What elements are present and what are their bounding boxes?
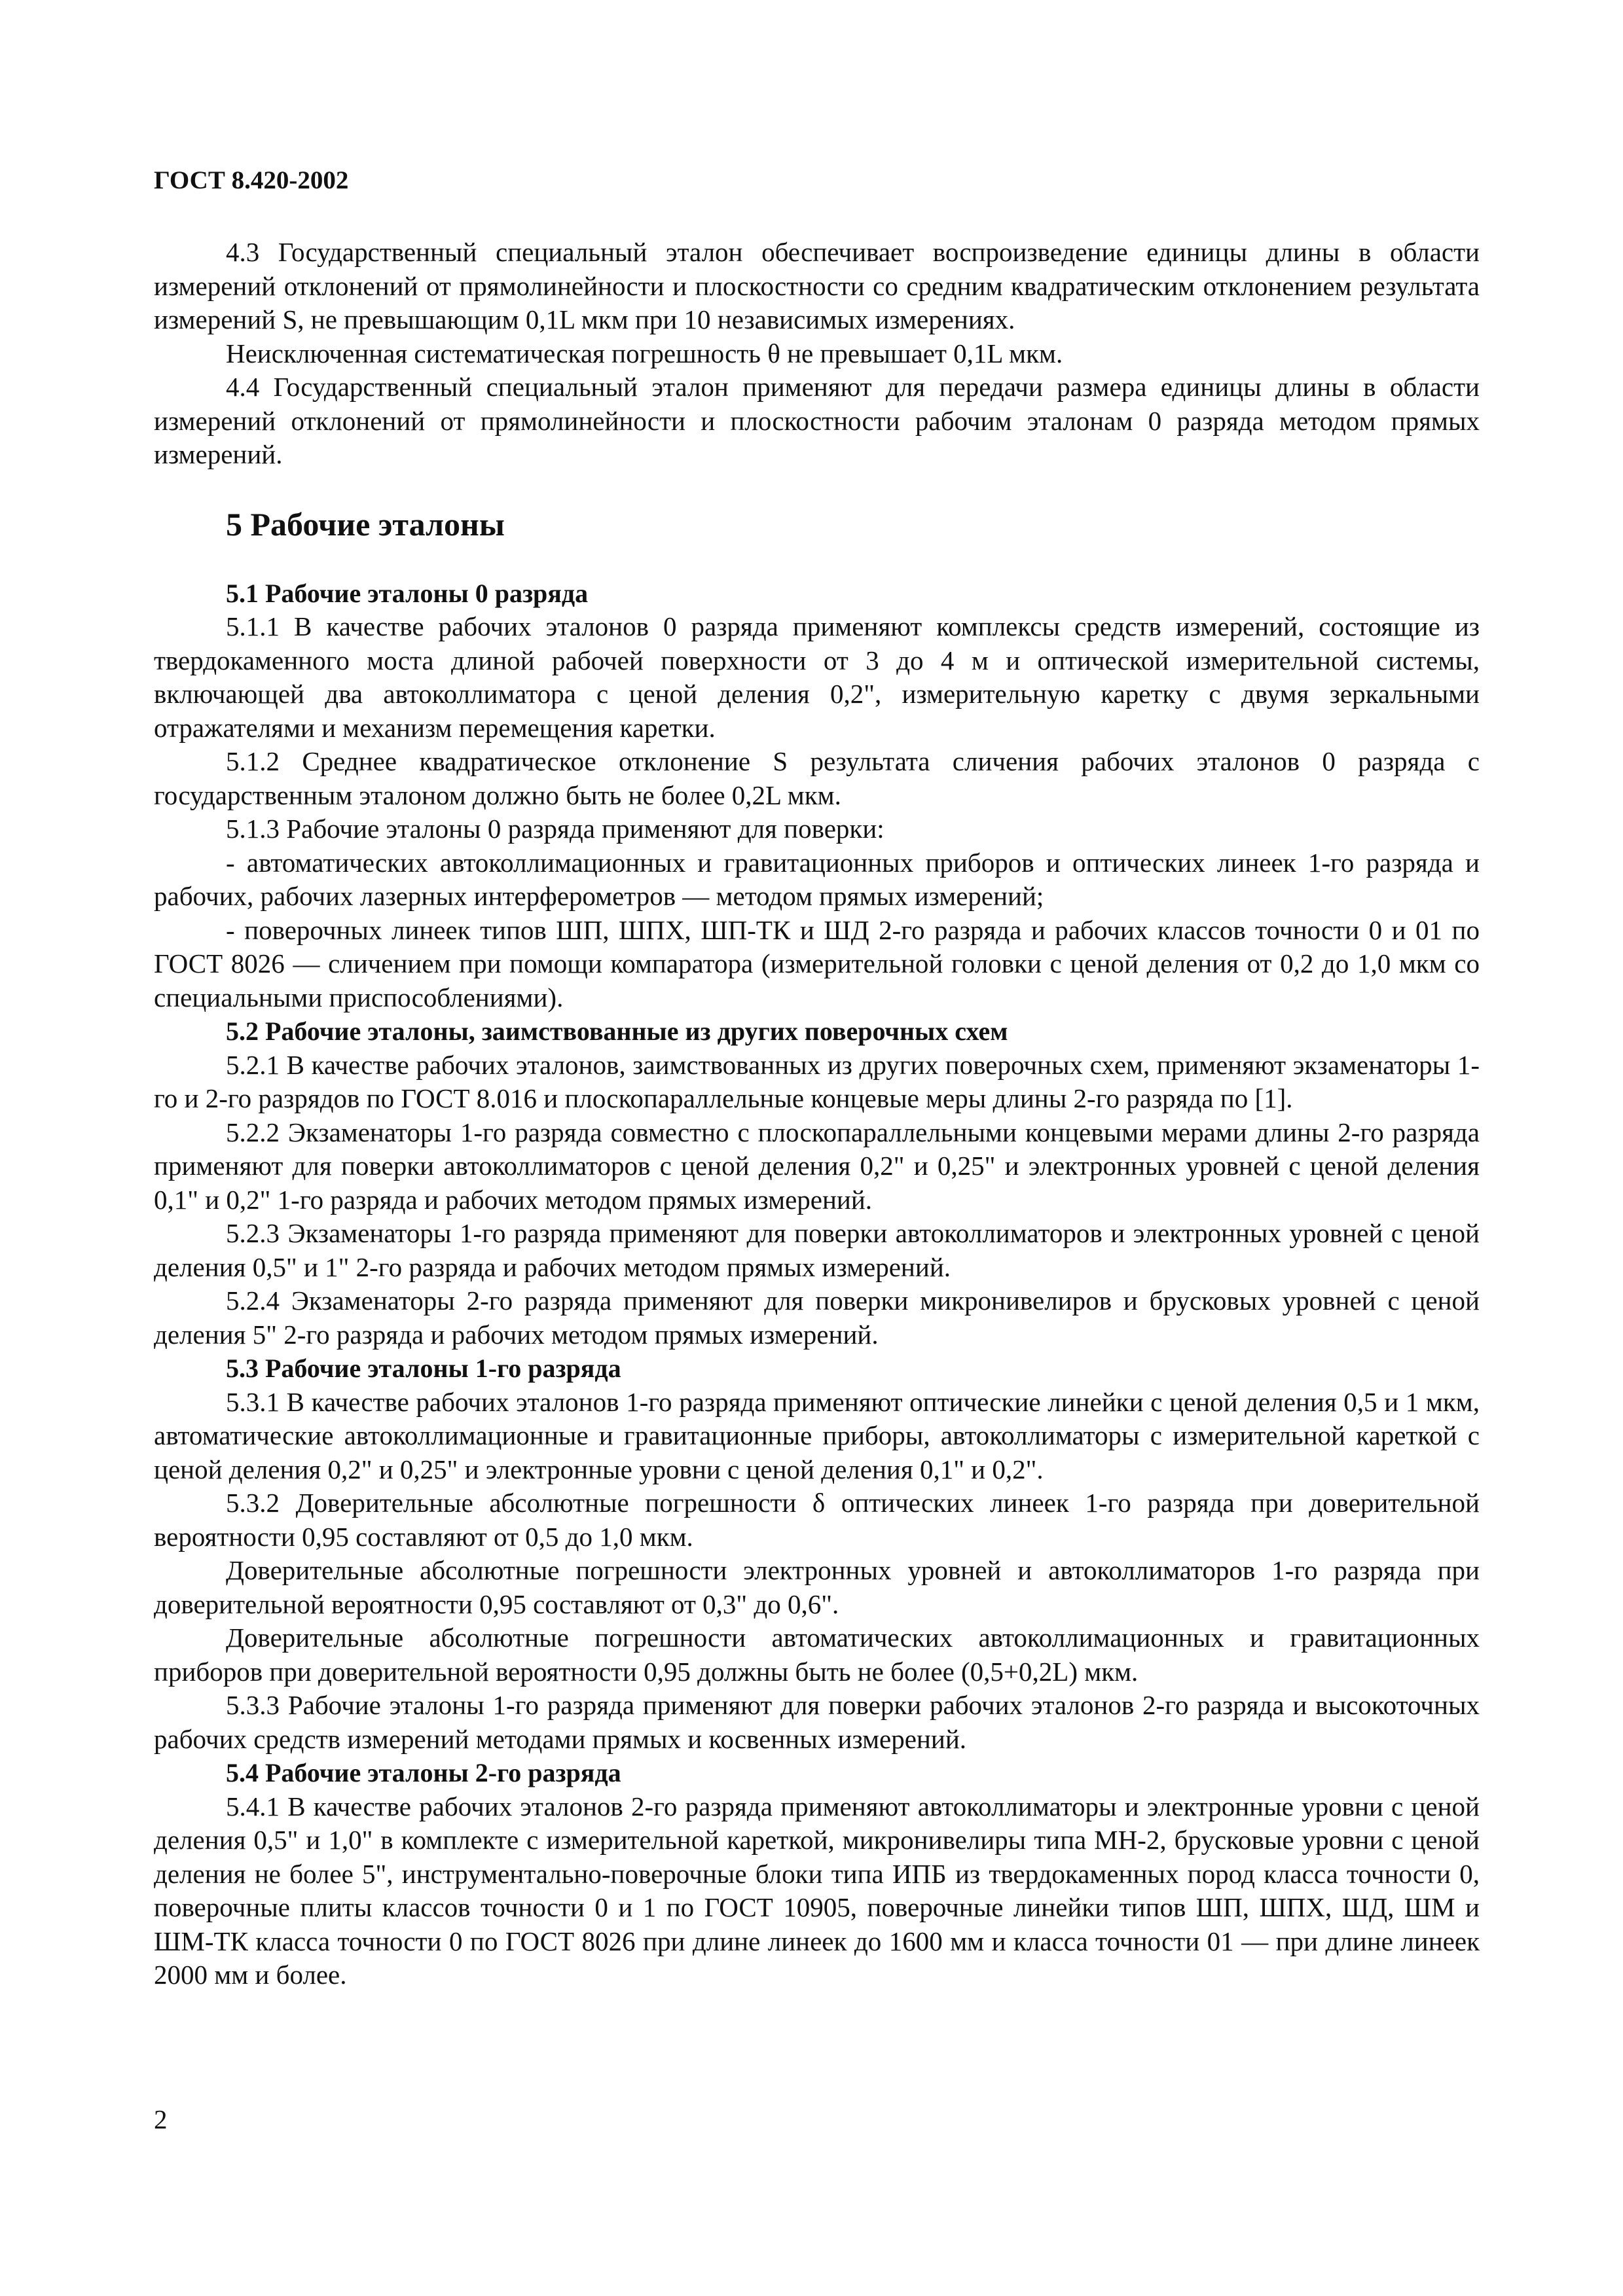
paragraph-5-1-1: 5.1.1 В качестве рабочих эталонов 0 разряда применяют комплексы средств измерений, состоящие из твердокаменного моста длиной рабочей поверхности от 3 до 4 м и оптической измерительной системы, включающей два автоколлиматора с ценой деления 0,2", измерительную каретку с двумя зеркальными отражателями и механизм перемещения каретки.: [154, 611, 1480, 743]
paragraph-5-3-2-devices: Доверительные абсолютные погрешности автоматических автоколлимационных и гравитационных приборов при доверительной вероятности 0,95 должны быть не более (0,5+0,2L) мкм.: [154, 1623, 1480, 1687]
subsection-title-5-1: 5.1 Рабочие эталоны 0 разряда: [226, 578, 589, 608]
paragraph-4-3: 4.3 Государственный специальный эталон обеспечивает воспроизведение единицы длины в области измерений отклонений от прямолинейности и плоскостности со средним квадратическим отклонением результата измерений S, не превышающим 0,1L мкм при 10 независимых измерениях.: [154, 237, 1480, 334]
paragraph-5-3-2: 5.3.2 Доверительные абсолютные погрешности δ оптических линеек 1-го разряда при доверительной вероятности 0,95 составляют от 0,5 до 1,0 мкм.: [154, 1488, 1480, 1552]
paragraph-5-3-3: 5.3.3 Рабочие эталоны 1-го разряда применяют для поверки рабочих эталонов 2-го разряда и высокоточных рабочих средств измерений методами прямых и косвенных измерений.: [154, 1690, 1480, 1754]
paragraph-5-3-2-levels: Доверительные абсолютные погрешности электронных уровней и автоколлиматоров 1-го разряда при доверительной вероятности 0,95 составляют от 0,3" до 0,6".: [154, 1555, 1480, 1619]
paragraph-5-2-1: 5.2.1 В качестве рабочих эталонов, заимствованных из других поверочных схем, применяют экзаменаторы 1-го и 2-го разрядов по ГОСТ 8.016 и плоскопараллельные концевые меры длины 2-го разряда по [1].: [154, 1049, 1480, 1113]
paragraph-4-3-error: Неисключенная систематическая погрешность θ не превышает 0,1L мкм.: [226, 338, 1063, 368]
paragraph-5-2-4: 5.2.4 Экзаменаторы 2-го разряда применяют для поверки микронивелиров и брусковых уровней с ценой деления 5" 2-го разряда и рабочих методом прямых измерений.: [154, 1285, 1480, 1350]
paragraph-5-1-2: 5.1.2 Среднее квадратическое отклонение S результата сличения рабочих эталонов 0 разряда с государственным эталоном должно быть не более 0,2L мкм.: [154, 746, 1480, 810]
paragraph-5-1-3: 5.1.3 Рабочие эталоны 0 разряда применяют для поверки:: [226, 814, 884, 844]
paragraph-5-1-3-item-2: - поверочных линеек типов ШП, ШПХ, ШП-ТК и ШД 2-го разряда и рабочих классов точности 0 и 01 по ГОСТ 8026 — сличением при помощи компаратора (измерительной головки с ценой деления от 0,2 до 1,0 мкм со специальными приспособлениями).: [154, 914, 1480, 1013]
page-number: 2: [154, 2104, 168, 2134]
paragraph-5-1-3-item-1: - автоматических автоколлимационных и гравитационных приборов и оптических линеек 1-го разряда и рабочих, рабочих лазерных интерферометров — методом прямых измерений;: [154, 847, 1480, 911]
section-title-5: 5 Рабочие эталоны: [226, 505, 505, 543]
paragraph-5-2-3: 5.2.3 Экзаменаторы 1-го разряда применяют для поверки автоколлиматоров и электронных уровней с ценой деления 0,5" и 1" 2-го разряда и рабочих методом прямых измерений.: [154, 1218, 1480, 1282]
subsection-title-5-3: 5.3 Рабочие эталоны 1-го разряда: [226, 1354, 621, 1383]
document-page: [154, 164, 1480, 1992]
paragraph-5-3-1: 5.3.1 В качестве рабочих эталонов 1-го разряда применяют оптические линейки с ценой деления 0,5 и 1 мкм, автоматические автоколлимационные и гравитационные приборы, автоколлиматоры с измерительной кареткой с ценой деления 0,2" и 0,25" и электронные уровни с ценой деления 0,1" и 0,2".: [154, 1386, 1480, 1484]
paragraph-5-2-2: 5.2.2 Экзаменаторы 1-го разряда совместно с плоскопараллельными концевыми мерами длины 2-го разряда применяют для поверки автоколлиматоров с ценой деления 0,2" и 0,25" и электронных уровней с ценой деления 0,1" и 0,2" 1-го разряда и рабочих методом прямых измерений.: [154, 1117, 1480, 1215]
document-header: ГОСТ 8.420-2002: [154, 166, 349, 194]
subsection-title-5-4: 5.4 Рабочие эталоны 2-го разряда: [226, 1758, 621, 1787]
subsection-title-5-2: 5.2 Рабочие эталоны, заимствованные из других поверочных схем: [226, 1016, 1008, 1046]
paragraph-5-4-1: 5.4.1 В качестве рабочих эталонов 2-го разряда применяют автоколлиматоры и электронные уровни с ценой деления 0,5" и 1,0" в комплекте с измерительной кареткой, микронивелиры типа МН-2, брусковые уровни с ценой деления не более 5", инструментально-поверочные блоки типа ИПБ из твердокаменных пород класса точности 0, поверочные плиты классов точности 0 и 1 по ГОСТ 10905, поверочные линейки типов ШП, ШПХ, ШД, ШМ и ШМ-ТК класса точности 0 по ГОСТ 8026 при длине линеек до 1600 мм и класса точности 01 — при длине линеек 2000 мм и более.: [154, 1791, 1480, 1990]
paragraph-4-4: 4.4 Государственный специальный эталон применяют для передачи размера единицы длины в области измерений отклонений от прямолинейности и плоскостности рабочим эталонам 0 разряда методом прямых измерений.: [154, 372, 1480, 469]
